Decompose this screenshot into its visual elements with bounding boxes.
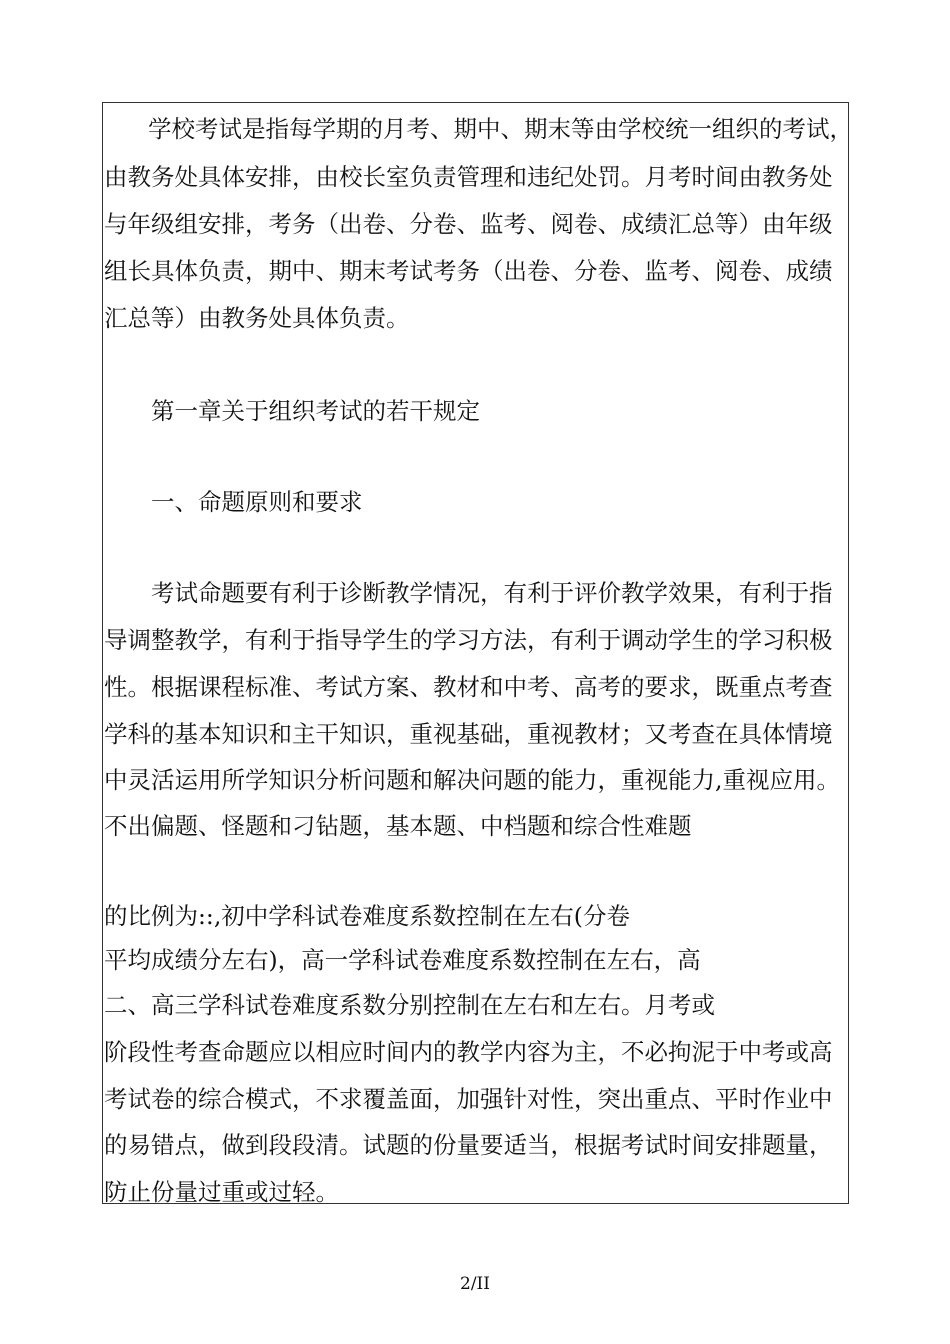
body-line-3: 性。根据课程标准、考试方案、教材和中考、高考的要求，既重点考查 (104, 673, 833, 701)
intro-line-4: 组长具体负责，期中、期末考试考务（出卷、分卷、监考、阅卷、成绩 (104, 257, 833, 285)
body-line-6: 不出偏题、怪题和刁钻题，基本题、中档题和综合性难题 (104, 812, 692, 840)
continuation-line-1: 的比例为::,初中学科试卷难度系数控制在左右(分卷 (104, 902, 630, 930)
continuation-line-4: 阶段性考查命题应以相应时间内的教学内容为主，不必拘泥于中考或高 (104, 1038, 833, 1066)
continuation-line-7: 防止份量过重或过轻。 (104, 1178, 339, 1206)
body-line-5: 中灵活运用所学知识分析问题和解决问题的能力，重视能力,重视应用。 (104, 766, 840, 794)
body-line-4: 学科的基本知识和主干知识，重视基础，重视教材；又考查在具体情境 (104, 720, 833, 748)
continuation-line-2: 平均成绩分左右)，高一学科试卷难度系数控制在左右，高 (104, 946, 701, 974)
body-line-1: 考试命题要有利于诊断教学情况，有利于评价教学效果，有利于指 (151, 579, 833, 607)
chapter-heading: 第一章关于组织考试的若干规定 (151, 397, 480, 425)
page-number: 2/II (460, 1274, 490, 1294)
continuation-line-3: 二、高三学科试卷难度系数分别控制在左右和左右。月考或 (104, 991, 715, 1019)
intro-line-1: 学校考试是指每学期的月考、期中、期末等由学校统一组织的考试， (148, 115, 853, 143)
continuation-line-5: 考试卷的综合模式，不求覆盖面，加强针对性，突出重点、平时作业中 (104, 1085, 833, 1113)
intro-line-3: 与年级组安排，考务（出卷、分卷、监考、阅卷、成绩汇总等）由年级 (104, 210, 833, 238)
section-heading: 一、命题原则和要求 (151, 488, 363, 516)
body-line-2: 导调整教学，有利于指导学生的学习方法，有利于调动学生的学习积极 (104, 626, 833, 654)
intro-line-5: 汇总等）由教务处具体负责。 (104, 304, 410, 332)
intro-line-2: 由教务处具体安排，由校长室负责管理和违纪处罚。月考时间由教务处 (104, 163, 833, 191)
continuation-line-6: 的易错点，做到段段清。试题的份量要适当，根据考试时间安排题量， (104, 1131, 833, 1159)
